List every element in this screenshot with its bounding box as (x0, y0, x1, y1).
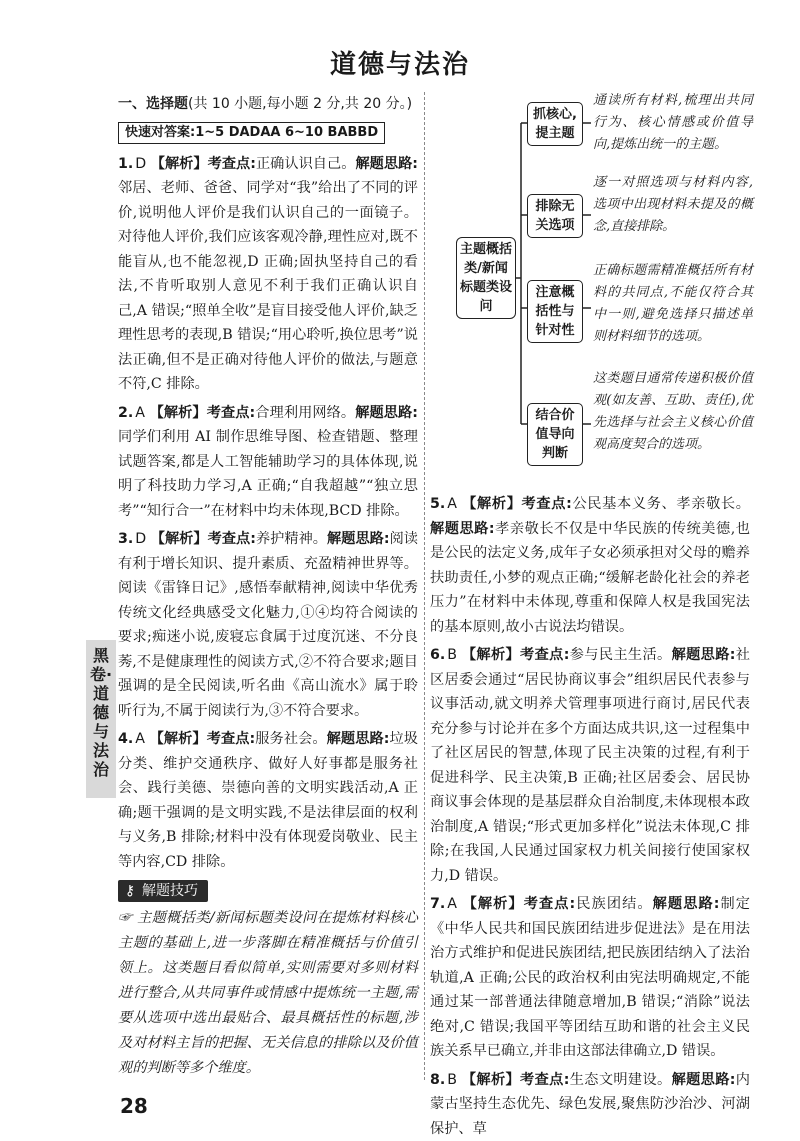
mindmap-desc: 通读所有材料,梳理出共同行为、核心情感或价值导向,提炼出统一的主题。 (593, 90, 753, 156)
solution-text: 邻居、老师、爸爸、同学对“我”给出了不同的评价,说明他人评价是我们认识自己的一面镜子。对待他人评价,我们应该客观冷静,理性应对,既不能盲从,也不能忽视,D 正确;固执坚持自己的看法,不肯听取别人意见不利于我们正确认识自己,A 错误;“照单全收”是盲目接受他人评价,缺乏理性思考的表现,B 错误;“用心聆听,换位思考”说法正确,但不是正确对待他人评价的做法,与题意不符,C 排除。 (118, 180, 418, 392)
question-answer: A (447, 496, 457, 512)
solution-tag: 解题思路: (355, 156, 418, 172)
mindmap-desc: 逐一对照选项与材料内容,选项中出现材料未提及的概念,直接排除。 (593, 172, 753, 238)
analysis-tag: 【解析】考查点: (151, 531, 256, 547)
solution-tag: 解题思路: (653, 896, 720, 912)
page-number: 28 (120, 1094, 148, 1118)
solution-text: 内蒙古坚持生态优先、绿色发展,聚焦防沙治沙、河湖保护、草 (430, 1072, 750, 1137)
mindmap-branch: 排除无关选项 (527, 194, 583, 238)
question-number: 3. (118, 531, 133, 547)
question-number: 1. (118, 156, 133, 172)
question-answer: B (447, 1072, 457, 1088)
question-answer: D (135, 156, 146, 172)
side-tab: 黑卷·道德与法治 (86, 640, 116, 798)
question-number: 7. (430, 896, 445, 912)
analysis-tag: 【解析】考查点: (150, 731, 256, 747)
solution-text: 制定《中华人民共和国民族团结进步促进法》是在用法治方式维护和促进民族团结,把民族团结纳入了法治轨道,A 正确;公民的政治权利由宪法明确规定,不能通过某一部普通法律随意增加,B 错误;“消除”说法绝对,C 错误;我国平等团结互助和谐的社会主义民族关系早已确立,并非由这部法律确立,D 错误。 (430, 896, 750, 1059)
solution-text: 阅读有利于增长知识、提升素质、充盈精神世界等。阅读《雷锋日记》,感悟奉献精神,阅读中华优秀传统文化经典感受文化魅力,①④均符合阅读的要求;痴迷小说,废寝忘食属于过度沉迷、不分良莠,不是健康理性的阅读方式,②不符合要求;题目强调的是全民阅读,听名曲《高山流水》属于聆听行为,不属于阅读行为,③不符合要求。 (118, 531, 418, 719)
question-number: 2. (118, 405, 133, 421)
analysis-tag: 【解析】考查点: (462, 647, 570, 663)
exam-point: 民族团结。 (575, 896, 652, 912)
question-item (430, 643, 750, 888)
exam-point: 正确认识自己。 (256, 156, 356, 172)
question-answer: A (135, 731, 145, 747)
analysis-tag: 【解析】考查点: (463, 896, 576, 912)
mindmap-desc: 这类题目通常传递积极价值观(如友善、互助、责任),优先选择与社会主义核心价值观高度契合的选项。 (593, 368, 753, 456)
exam-point: 合理利用网络。 (255, 405, 355, 421)
mindmap-branch: 抓核心,提主题 (527, 102, 583, 146)
key-icon: ⚷ (122, 880, 138, 902)
solution-tag: 解题思路: (672, 647, 736, 663)
question-item (430, 492, 750, 639)
question-number: 5. (430, 496, 445, 512)
solution-tag: 解题思路: (355, 405, 418, 421)
solution-text: 垃圾分类、维护交通秩序、做好人好事都是服务社会、践行美德、崇德向善的文明实践活动,A 正确;题干强调的是文明实践,不是法律层面的权利与义务,B 排除;材料中没有体现爱岗敬业、民主等内容,CD 排除。 (118, 731, 418, 870)
analysis-tag: 【解析】考查点: (462, 1072, 570, 1088)
solution-tag: 解题思路: (672, 1072, 736, 1088)
solution-text: 同学们利用 AI 制作思维导图、检查错题、整理试题答案,都是人工智能辅助学习的具体体现,说明了科技助力学习,A 正确;“自我超越”“独立思考”“知行合一”在材料中均未体现,BCD 排除。 (118, 429, 418, 519)
solution-tag: 解题思路: (430, 521, 495, 537)
solution-text: 孝亲敬长不仅是中华民族的传统美德,也是公民的法定义务,成年子女必须承担对父母的赡养扶助责任,小梦的观点正确;“缓解老龄化社会的养老压力”在材料中未体现,尊重和保障人权是我国宪法的基本原则,故小古说法均错误。 (430, 521, 750, 635)
mindmap-branch: 注意概括性与针对性 (527, 280, 583, 343)
analysis-tag: 【解析】考查点: (150, 405, 256, 421)
analysis-tag: 【解析】考查点: (462, 496, 572, 512)
section-heading: 一、选择题 (118, 96, 188, 112)
question-answer: A (135, 405, 145, 421)
solution-text: 社区居委会通过“居民协商议事会”组织居民代表参与议事活动,就文明养犬管理事项进行商讨,居民代表充分参与讨论并在多个方面达成共识,这一过程集中了社区居民的智慧,体现了民主决策的过程,有利于促进科学、民主决策,B 正确;社区居委会、居民协商议事会体现的是基层群众自治制度,未体现根本政治制度,A 错误;“形式更加多样化”说法未体现,C 排除;在我国,人民通过国家权力机关间接行使国家权力,D 错误。 (430, 647, 750, 884)
question-answer: D (135, 531, 146, 547)
exam-point: 服务社会。 (255, 731, 326, 747)
exam-point: 参与民主生活。 (569, 647, 671, 663)
exam-point: 生态文明建设。 (569, 1072, 671, 1088)
exam-point: 公民基本义务、孝亲敬长。 (572, 496, 750, 512)
quick-answer-box: 快速对答案:1~5 DADAA 6~10 BABBD (118, 122, 385, 144)
mindmap-desc: 正确标题需精准概括所有材料的共同点,不能仅符合其中一则,避免选择只描述单则材料细节的选项。 (593, 260, 753, 348)
analysis-tag: 【解析】考查点: (151, 156, 256, 172)
exam-point: 养护精神。 (256, 531, 327, 547)
question-number: 6. (430, 647, 445, 663)
hand-pointer-icon: ☞ (118, 910, 132, 926)
question-answer: B (447, 647, 457, 663)
solution-tag: 解题思路: (327, 531, 390, 547)
question-answer: A (447, 896, 457, 912)
question-number: 8. (430, 1072, 445, 1088)
question-item (430, 892, 750, 1064)
section-note: (共 10 小题,每小题 2 分,共 20 分。) (188, 96, 412, 112)
question-item (430, 1068, 750, 1141)
right-column (430, 488, 750, 1141)
page-title: 道德与法治 (0, 44, 800, 81)
question-number: 4. (118, 731, 133, 747)
mindmap-root: 主题概括类/新闻标题类设问 (456, 237, 516, 319)
solution-tag: 解题思路: (327, 731, 390, 747)
mindmap-branch: 结合价值导向判断 (527, 403, 583, 466)
tip-text: 主题概括类/新闻标题类设问在提炼材料核心主题的基础上,进一步落脚在精准概括与价值引领上。这类题目看似简单,实则需要对多则材料进行整合,从共同事件或情感中提炼统一主题,需要从选项中选出最贴合、最具概括性的标题,涉及对材料主旨的把握、无关信息的排除以及价值观的判断等多个维度。 (118, 910, 418, 1076)
tip-label: 解题技巧 (142, 883, 198, 899)
